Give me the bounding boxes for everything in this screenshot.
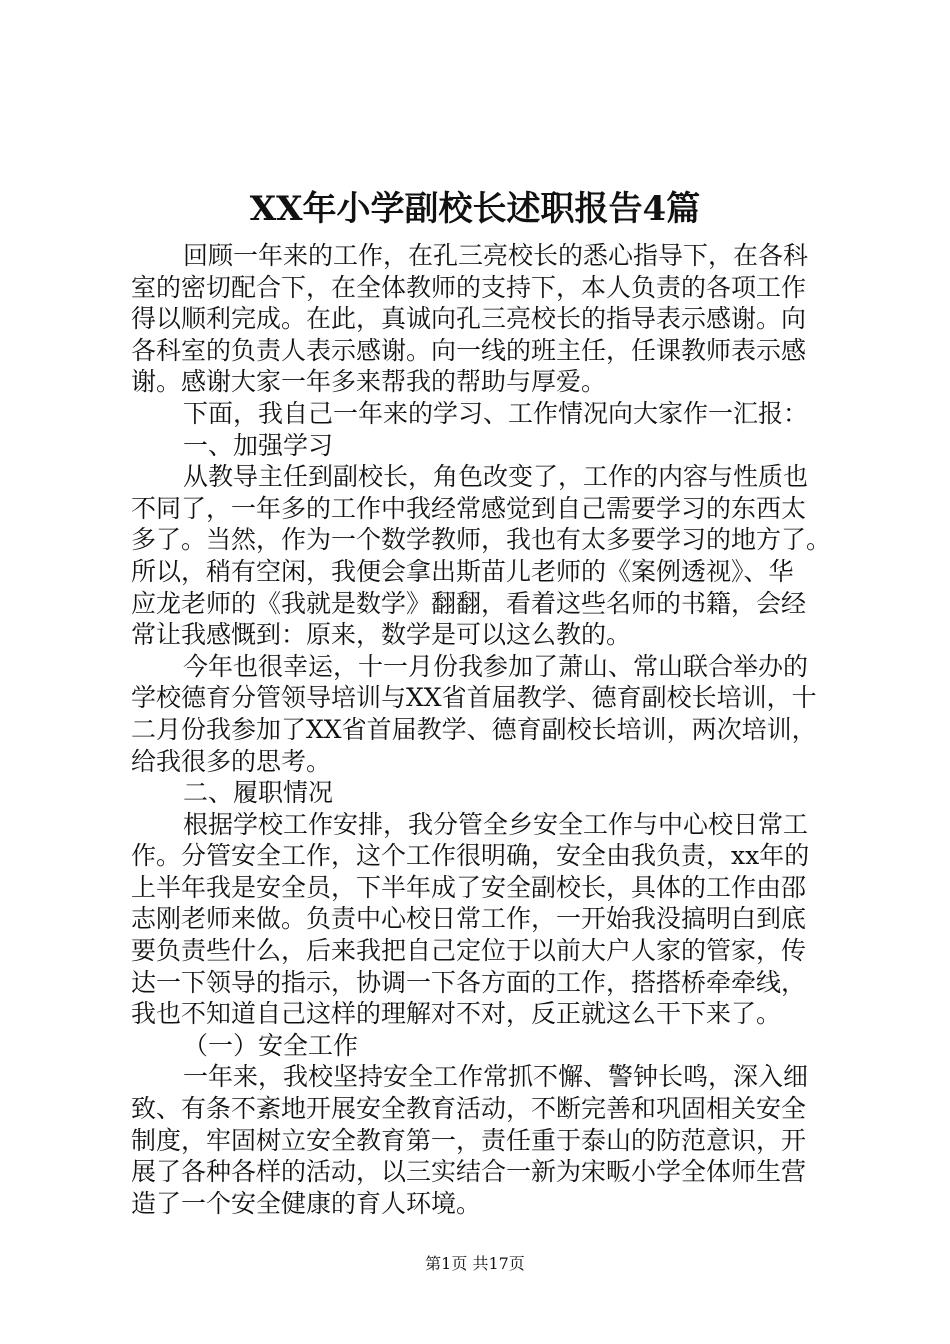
document-body xyxy=(131,240,831,1219)
page-footer: 第1页 共17页 xyxy=(425,1254,525,1273)
text-line: 不同了，一年多的工作中我经常感觉到自己需要学习的东西太 xyxy=(131,493,807,523)
text-line: 上半年我是安全员，下半年成了安全副校长，具体的工作由邵 xyxy=(131,872,807,902)
text-line: 我也不知道自己这样的理解对不对，反正就这么干下来了。 xyxy=(131,999,782,1029)
text-line: 学校德育分管领导培训与XX省首届教学、德育副校长培训，十 xyxy=(131,683,817,713)
text-line: 达一下领导的指示，协调一下各方面的工作，搭搭桥牵牵线， xyxy=(131,967,807,997)
text-line: 室的密切配合下，在全体教师的支持下，本人负责的各项工作 xyxy=(131,272,807,302)
text-line: 造了一个安全健康的育人环境。 xyxy=(131,1188,482,1218)
text-line: 志刚老师来做。负责中心校日常工作，一开始我没搞明白到底 xyxy=(131,904,807,934)
text-line: 一年来，我校坚持安全工作常抓不懈、警钟长鸣，深入细 xyxy=(183,1062,809,1092)
text-line: 给我很多的思考。 xyxy=(131,746,332,776)
text-line: 作。分管安全工作，这个工作很明确，安全由我负责，xx年的 xyxy=(131,841,810,871)
text-line: 得以顺利完成。在此，真诚向孔三亮校长的指导表示感谢。向 xyxy=(131,304,807,334)
text-line: 各科室的负责人表示感谢。向一线的班主任，任课教师表示感 xyxy=(131,335,807,365)
text-line: 回顾一年来的工作，在孔三亮校长的悉心指导下，在各科 xyxy=(183,241,809,270)
text-line: 根据学校工作安排，我分管全乡安全工作与中心校日常工 xyxy=(183,809,809,839)
section-heading: 二、履职情况 xyxy=(183,778,334,808)
text-line: 制度，牢固树立安全教育第一，责任重于泰山的防范意识，开 xyxy=(131,1125,807,1155)
text-line: 谢。感谢大家一年多来帮我的帮助与厚爱。 xyxy=(131,367,607,397)
section-heading: 一、加强学习 xyxy=(183,430,334,460)
text-line: 常让我感慨到：原来，数学是可以这么教的。 xyxy=(131,620,632,650)
text-line: 应龙老师的《我就是数学》翻翻，看着这些名师的书籍，会经 xyxy=(131,588,807,618)
text-line: 多了。当然，作为一个数学教师，我也有太多要学习的地方了。 xyxy=(131,525,832,555)
text-line: 今年也很幸运，十一月份我参加了萧山、常山联合举办的 xyxy=(183,651,809,681)
text-line: 从教导主任到副校长，角色改变了，工作的内容与性质也 xyxy=(183,462,809,492)
subsection-heading: （一）安全工作 xyxy=(183,1030,359,1060)
text-line: 下面，我自己一年来的学习、工作情况向大家作一汇报： xyxy=(183,398,809,428)
text-line: 要负责些什么，后来我把自己定位于以前大户人家的管家，传 xyxy=(131,936,807,966)
text-line: 展了各种各样的活动，以三实结合一新为宋畈小学全体师生营 xyxy=(131,1157,807,1187)
text-line: 所以，稍有空闲，我便会拿出斯苗儿老师的《案例透视》、华 xyxy=(131,556,794,586)
text-line: 二月份我参加了XX省首届教学、德育副校长培训，两次培训， xyxy=(131,714,817,744)
text-line: 致、有条不紊地开展安全教育活动，不断完善和巩固相关安全 xyxy=(131,1094,807,1124)
document-title: XX年小学副校长述职报告4篇 xyxy=(249,189,701,229)
